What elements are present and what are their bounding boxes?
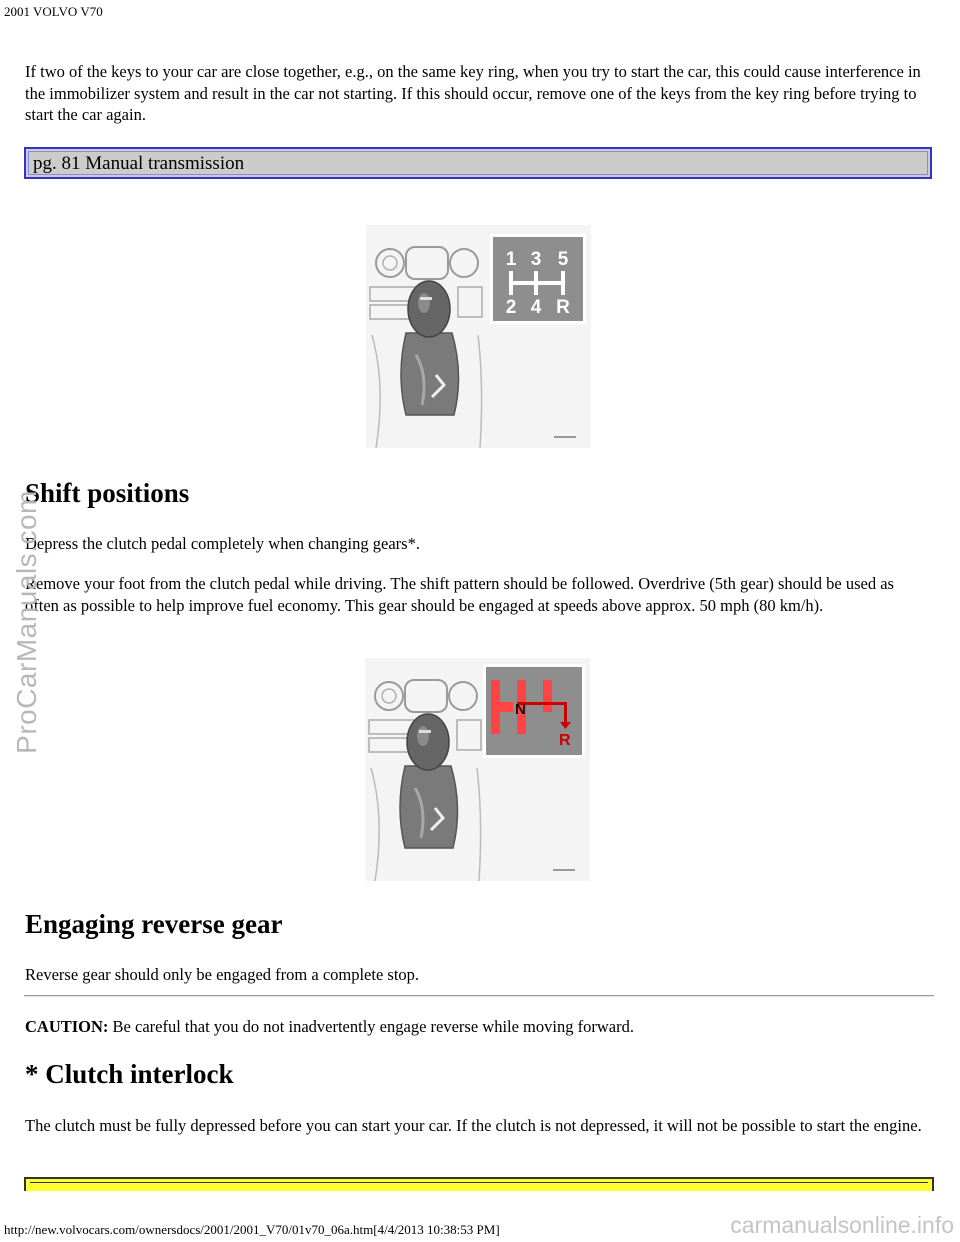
reverse-paragraph: Reverse gear should only be engaged from a complete stop. xyxy=(25,965,420,984)
divider xyxy=(24,995,934,997)
side-watermark: ProCarManuals.com xyxy=(11,490,42,754)
heading-clutch-interlock: * Clutch interlock xyxy=(25,1059,234,1089)
warning-bar xyxy=(24,1177,934,1191)
gear-r-label: R xyxy=(556,297,570,318)
shift-paragraph-2: Remove your foot from the clutch pedal while driving. The shift pattern should be followed. Overdrive (5th gear) should be used as often as possible to help improve fuel economy. This gear should be engaged at speeds above approx. 50 mph (80 km/h). xyxy=(25,574,894,615)
heading-engaging-reverse: Engaging reverse gear xyxy=(25,909,283,939)
footer-watermark: carmanualsonline.info xyxy=(730,1212,954,1238)
gear-1-label: 1 xyxy=(505,249,517,270)
gear-3-label: 3 xyxy=(530,249,542,270)
caution-paragraph xyxy=(25,1016,925,1038)
shift-paragraph-1: Depress the clutch pedal completely when changing gears*. xyxy=(25,534,420,553)
intro-paragraph: If two of the keys to your car are close together, e.g., on the same key ring, when you try to start the car, this could cause interference in the immobilizer system and result in the car not starting. If this should occur, remove one of the keys from the key ring before trying to start the car again. xyxy=(25,62,921,124)
reverse-gear-illustration xyxy=(365,658,590,881)
heading-shift-positions: Shift positions xyxy=(25,478,190,508)
caution-text: Be careful that you do not inadvertently engage reverse while moving forward. xyxy=(108,1017,634,1036)
gear-shift-illustration xyxy=(366,225,591,448)
gear-4-label: 4 xyxy=(530,297,542,318)
gear-2-label: 2 xyxy=(505,297,517,318)
page-header: 2001 VOLVO V70 xyxy=(4,4,103,19)
section-bar-title: pg. 81 Manual transmission xyxy=(28,151,928,175)
neutral-label: N xyxy=(515,701,526,718)
reverse-label: R xyxy=(559,732,571,749)
gear-5-label: 5 xyxy=(557,249,569,270)
caution-label: CAUTION: xyxy=(25,1017,109,1036)
reverse-gear-drawing xyxy=(365,658,590,881)
section-bar xyxy=(24,147,932,179)
page-footer-url: http://new.volvocars.com/ownersdocs/2001/2001_V70/01v70_06a.htm[4/4/2013 10:38:53 PM] xyxy=(4,1222,500,1237)
gear-shift-drawing xyxy=(366,225,591,448)
interlock-paragraph: The clutch must be fully depressed before you can start your car. If the clutch is not depressed, it will not be possible to start the engine. xyxy=(25,1116,922,1135)
